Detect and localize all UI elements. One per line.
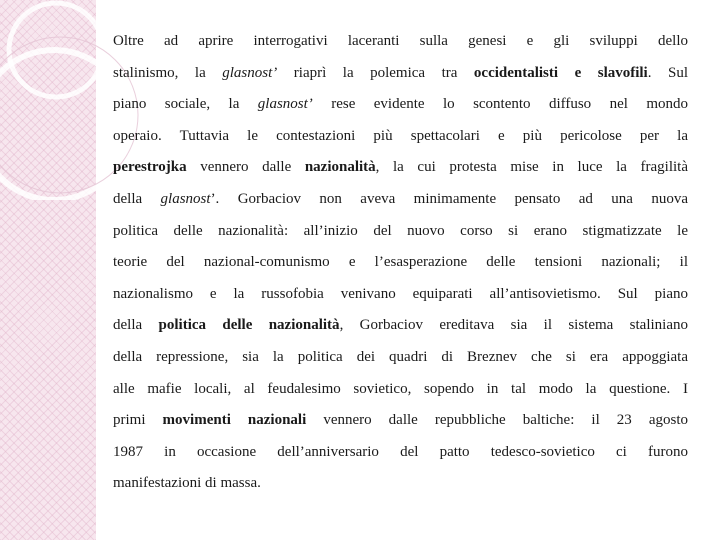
text-run: teorie del nazional-comunismo e l’esasperazione delle tensioni nazionali; il (113, 254, 688, 271)
text-run: politica delle nazionalità: all’inizio del nuovo corso si erano stigmatizzate le (113, 222, 688, 239)
text-run: della (113, 317, 159, 334)
text-run: vennero dalle repubbliche baltiche: il 23 agosto (306, 412, 688, 429)
text-run: stalinismo, la (113, 64, 223, 81)
bold-term: politica delle nazionalità (158, 317, 340, 334)
bold-term: nazionalità (304, 159, 376, 176)
text-run: . Sul (647, 64, 688, 81)
text-line (113, 247, 688, 279)
decorative-circle-large (0, 50, 129, 200)
text-run: della repressione, sia la politica dei quadri di Breznev che si era appoggiata (113, 348, 688, 365)
text-line (113, 58, 688, 90)
text-run: Oltre ad aprire interrogativi laceranti sulla genesi e gli sviluppi dello (113, 33, 688, 49)
italic-term: glasnost (160, 190, 211, 207)
text-run: della (113, 190, 161, 207)
text-run: riaprì la polemica tra (277, 64, 474, 81)
text-line (113, 152, 688, 184)
bold-term: occidentalisti e slavofili (473, 64, 648, 81)
body-text (113, 26, 688, 500)
text-line (113, 121, 688, 153)
text-run: alle mafie locali, al feudalesimo sovietico, sopendo in tal modo la questione. I (113, 380, 688, 397)
text-line (113, 405, 688, 437)
text-run: primi (113, 412, 163, 429)
text-line (113, 89, 688, 121)
text-run: nazionalismo e la russofobia venivano equiparati all’antisovietismo. Sul piano (113, 285, 688, 302)
text-line (113, 26, 688, 58)
text-run: piano sociale, la (113, 96, 258, 113)
text-run: operaio. Tuttavia le contestazioni più spettacolari e più pericolose per la (113, 127, 688, 144)
text-line (113, 374, 688, 406)
bold-term: movimenti nazionali (162, 412, 307, 429)
text-run: , la cui protesta mise in luce la fragilità (375, 159, 688, 176)
text-line (113, 310, 688, 342)
text-run: vennero dalle (186, 159, 305, 176)
text-line (113, 279, 688, 311)
text-line (113, 468, 688, 500)
text-line (113, 184, 688, 216)
italic-term: glasnost’ (222, 64, 278, 81)
text-run: manifestazioni di massa. (113, 475, 261, 492)
bold-term: perestrojka (113, 159, 187, 176)
text-run: , Gorbaciov ereditava sia il sistema staliniano (339, 317, 689, 334)
italic-term: glasnost’ (257, 96, 313, 113)
text-line (113, 216, 688, 248)
text-line (113, 342, 688, 374)
text-run: ’. Gorbaciov non aveva minimamente pensato ad una nuova (210, 190, 688, 207)
text-run: rese evidente lo scontento diffuso nel mondo (312, 96, 689, 113)
text-line (113, 437, 688, 469)
text-run: 1987 in occasione dell’anniversario del patto tedesco-sovietico ci furono (113, 443, 688, 460)
